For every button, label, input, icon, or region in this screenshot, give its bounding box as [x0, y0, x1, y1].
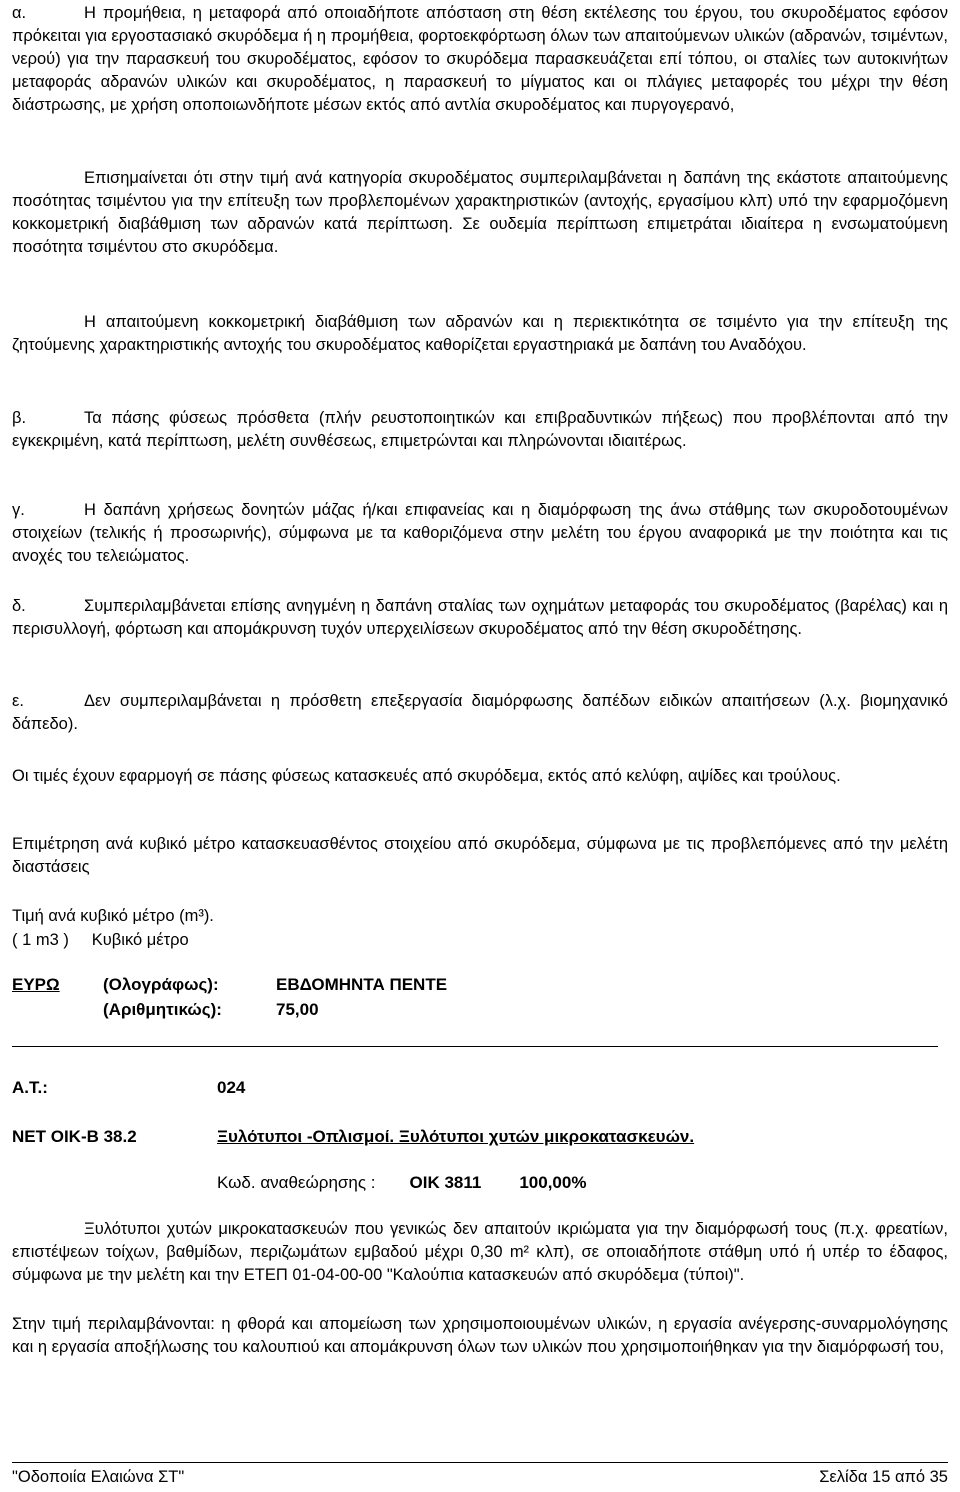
item-number-value: 024 [217, 1078, 246, 1097]
paragraph-label: ε. [12, 692, 24, 710]
revision-code: ΟΙΚ 3811 [409, 1173, 482, 1192]
section-divider [12, 1046, 938, 1047]
paragraph-label: α. [12, 4, 27, 22]
paragraph-grading: Η απαιτούμενη κοκκομετρική διαβάθμιση των αδρανών και η περιεκτικότητα σε τσιμέντο για την επίτευξη της ζητούμενης χαρακτηριστικής αντοχής του σκυροδέματος καθορίζεται εργαστηριακά με δαπάνη του Αναδόχου. [12, 313, 948, 354]
paragraph-formwork: Ξυλότυποι χυτών μικροκατασκευών που γενικώς δεν απαιτούν ικριώματα για την διαμόρφωσή τους (π.χ. φρεατίων, επιστέψεων τοίχων, βαθμίδων, περιζωμάτων εμβαδού μέχρι 0,30 m² κλπ), σε οποιαδήποτε στάθμη υπό ή υπέρ το έδαφος, σύμφωνα με την μελέτη και την ΕΤΕΠ 01-04-00-00 "Καλούπια κατασκευών από σκυρόδεμα (τύποι)". [12, 1220, 948, 1284]
paragraph-delta [12, 595, 948, 641]
paragraph-label: β. [12, 409, 27, 427]
page-footer [12, 1462, 948, 1486]
paragraph-text: Η δαπάνη χρήσεως δονητών μάζας ή/και επιφανείας και η διαμόρφωση της άνω στάθμης των σκυροδοτουμένων στοιχείων (τελικής ή προσωρινής), σύμφωνα με τα καθοριζόμενα στην μελέτη του έργου αναφορικά με την ποιότητα και τις ανοχές του τελειώματος. [12, 501, 948, 565]
footer-project-title: "Οδοποιία Ελαιώνα ΣΤ" [12, 1468, 185, 1486]
item-title: Ξυλότυποι -Οπλισμοί. Ξυλότυποι χυτών μικροκατασκευών. [217, 1127, 695, 1146]
price-numeric-value: 75,00 [276, 1000, 319, 1019]
paragraph-text: Συμπεριλαμβάνεται επίσης ανηγμένη η δαπάνη σταλίας των οχημάτων μεταφοράς του σκυροδέματος (βαρέλας) και η περισυλλογή, φόρτωση και απομάκρυνση τυχόν υπερχειλίσεων σκυροδέματος από την θέση σκυροδέτησης. [12, 597, 948, 638]
unit-line: ( 1 m3 ) Κυβικό μέτρο [12, 931, 189, 949]
paragraph-alpha [12, 2, 948, 117]
revision-row [217, 1171, 586, 1195]
price-words-label: (Ολογράφως): [103, 975, 219, 994]
revision-label: Κωδ. αναθεώρησης : [217, 1173, 376, 1192]
paragraph-label: γ. [12, 501, 25, 519]
price-numeric-label: (Αριθμητικώς): [103, 1000, 222, 1019]
paragraph-note: Επισημαίνεται ότι στην τιμή ανά κατηγορία σκυροδέματος συμπεριλαμβάνεται η δαπάνη της εκάστοτε απαιτούμενης ποσότητας τσιμέντου για την επίτευξη των προβλεπομένων χαρακτηριστικών (αντοχής, εργασίμου κλπ) υπό την εφαρμοζόμενη κοκκομετρική διαβάθμιση των αδρανών κατά περίπτωση. Σε ουδεμία περίπτωση επιμετράται ιδιαίτερα η ενσωματούμενη ποσότητα τσιμέντου στο σκυρόδεμα. [12, 169, 948, 256]
paragraph-text: Τα πάσης φύσεως πρόσθετα (πλήν ρευστοποιητικών και επιβραδυντικών πήξεως) που προβλέπονται από την εγκεκριμένη, κατά περίπτωση, μελέτη συνθέσεως, επιμετρώνται και πληρώνονται ιδιαιτέρως. [12, 409, 948, 450]
footer-page-number: Σελίδα 15 από 35 [819, 1468, 948, 1486]
net-code: ΝΕΤ ΟΙΚ-Β 38.2 [12, 1127, 137, 1146]
paragraph-gamma [12, 499, 948, 568]
unit-price-line: Τιμή ανά κυβικό μέτρο (m³). [12, 907, 214, 925]
paragraph-beta [12, 407, 948, 453]
paragraph-prices: Οι τιμές έχουν εφαρμογή σε πάσης φύσεως κατασκευές από σκυρόδεμα, εκτός από κελύφη, αψίδες και τρούλους. [12, 767, 841, 785]
revision-percentage: 100,00% [519, 1173, 587, 1192]
paragraph-epsilon [12, 690, 948, 736]
currency-label: ΕΥΡΩ [12, 975, 60, 994]
paragraph-text: Δεν συμπεριλαμβάνεται η πρόσθετη επεξεργασία διαμόρφωσης δαπέδων ειδικών απαιτήσεων (λ.χ. βιομηχανικό δάπεδο). [12, 692, 948, 733]
paragraph-measurement: Επιμέτρηση ανά κυβικό μέτρο κατασκευασθέντος στοιχείου από σκυρόδεμα, σύμφωνα με τις προβλεπόμενες από την μελέτη διαστάσεις [12, 835, 948, 876]
paragraph-text: Η προμήθεια, η μεταφορά από οποιαδήποτε απόσταση στη θέση εκτέλεσης του έργου, του σκυροδέματος εφόσον πρόκειται για εργοστασιακό σκυρόδεμα ή η προμήθεια, φορτοεκφόρτωση όλων των απαιτούμενων υλικών (αδρανών, τσιμέντων, νερού) για την παρασκευή του σκυροδέματος, εφόσον το σκυρόδεμα παρασκευάζεται επί τόπου, οι σταλίες των αυτοκινήτων μεταφοράς αδρανών υλικών και σκυροδέματος, η παρασκευή το μίγματος και οι πλάγιες μεταφορές του μέχρι την θέση διάστρωσης, με χρήση οποποιωνδήποτε μέσων εκτός από αντλία σκυροδέματος και πυργογερανό, [12, 4, 948, 114]
paragraph-includes: Στην τιμή περιλαμβάνονται: η φθορά και απομείωση των χρησιμοποιουμένων υλικών, η εργασία ανέγερσης-συναρμολόγησης και η εργασία αποξήλωσης του καλουπιού και απομάκρυνση όλων των υλικών που χρησιμοποιήθηκαν για την διαμόρφωσή του, [12, 1315, 948, 1356]
item-number-label: Α.Τ.: [12, 1078, 48, 1097]
paragraph-label: δ. [12, 597, 26, 615]
price-words-value: ΕΒΔΟΜΗΝΤΑ ΠΕΝΤΕ [276, 975, 448, 994]
